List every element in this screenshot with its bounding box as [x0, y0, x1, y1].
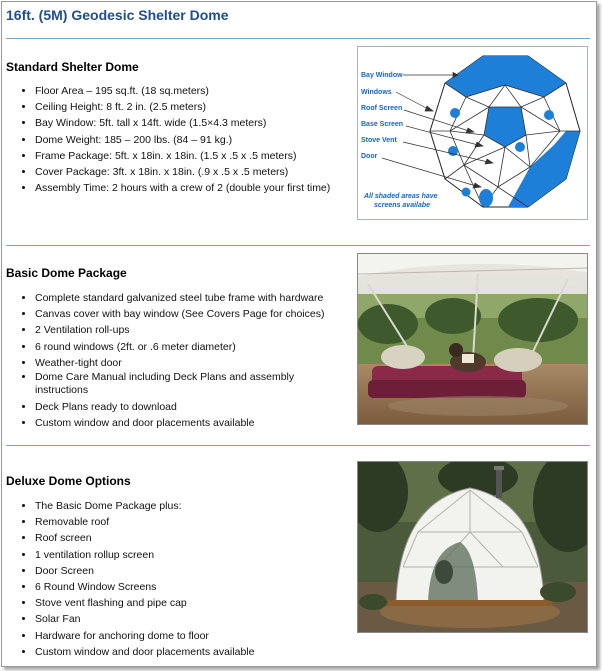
- list-item: • Floor Area – 195 sq.ft. (18 sq.meters): [35, 83, 330, 99]
- diagram-label: Bay Window: [361, 72, 403, 79]
- list-item: • Canvas cover with bay window (See Covers Page for choices): [35, 306, 335, 322]
- dome-diagram: [357, 46, 588, 220]
- divider: [6, 38, 590, 39]
- basic-package-list: [20, 290, 335, 431]
- list-item: • 6 round windows (2ft. or .6 meter diameter): [35, 339, 335, 355]
- list-item: • Ceiling Height: 8 ft. 2 in. (2.5 meters): [35, 99, 330, 115]
- deluxe-options-list: [20, 498, 254, 660]
- list-item: • Frame Package: 5ft. x 18in. x 18in. (1.5 x .5 x .5 meters): [35, 148, 330, 164]
- list-item: • Dome Weight: 185 – 200 lbs. (84 – 91 kg.): [35, 132, 330, 148]
- list-item: • Removable roof: [35, 514, 254, 530]
- page-title: 16ft. (5M) Geodesic Shelter Dome: [6, 7, 229, 23]
- list-item: • Deck Plans ready to download: [35, 399, 335, 415]
- list-item: • Roof screen: [35, 530, 254, 546]
- list-item: • Bay Window: 5ft. tall x 14ft. wide (1.5×4.3 meters): [35, 115, 330, 131]
- diagram-note: All shaded areas have: [364, 193, 438, 200]
- list-item: • 1 ventilation rollup screen: [35, 547, 254, 563]
- divider: [6, 245, 590, 246]
- list-item: • Solar Fan: [35, 611, 254, 627]
- list-item: • Complete standard galvanized steel tube frame with hardware: [35, 290, 335, 306]
- diagram-label: Door: [361, 153, 378, 160]
- door-shape: [479, 189, 493, 207]
- section-heading: Standard Shelter Dome: [6, 60, 139, 74]
- diagram-note: screens availabe: [374, 202, 431, 209]
- diagram-label: Stove Vent: [361, 137, 397, 144]
- list-item: • Weather-tight door: [35, 355, 335, 371]
- list-item: • Custom window and door placements available: [35, 415, 335, 431]
- list-item: • Dome Care Manual including Deck Plans and assembly instructions: [35, 371, 335, 396]
- section-heading: Basic Dome Package: [6, 266, 127, 280]
- dome-diagram-svg: [358, 47, 587, 219]
- list-item: • Stove vent flashing and pipe cap: [35, 595, 254, 611]
- list-item: • Assembly Time: 2 hours with a crew of 2 (double your first time): [35, 180, 330, 196]
- list-item: • Hardware for anchoring dome to floor: [35, 628, 254, 644]
- diagram-label: Base Screen: [361, 121, 404, 128]
- list-item: • Custom window and door placements available: [35, 644, 254, 660]
- dome-interior-photo: [357, 253, 588, 425]
- list-item: • Door Screen: [35, 563, 254, 579]
- section-heading: Deluxe Dome Options: [6, 474, 131, 488]
- dome-exterior-photo: [357, 461, 588, 633]
- divider: [6, 445, 590, 446]
- list-item: • Cover Package: 3ft. x 18in. x 18in. (.9 x .5 x .5 meters): [35, 164, 330, 180]
- standard-spec-list: [20, 83, 330, 196]
- diagram-label: Roof Screen: [361, 105, 403, 112]
- list-item: • 6 Round Window Screens: [35, 579, 254, 595]
- list-item: • 2 Ventilation roll-ups: [35, 322, 335, 338]
- diagram-label: Windows: [361, 89, 392, 96]
- list-item: • The Basic Dome Package plus:: [35, 498, 254, 514]
